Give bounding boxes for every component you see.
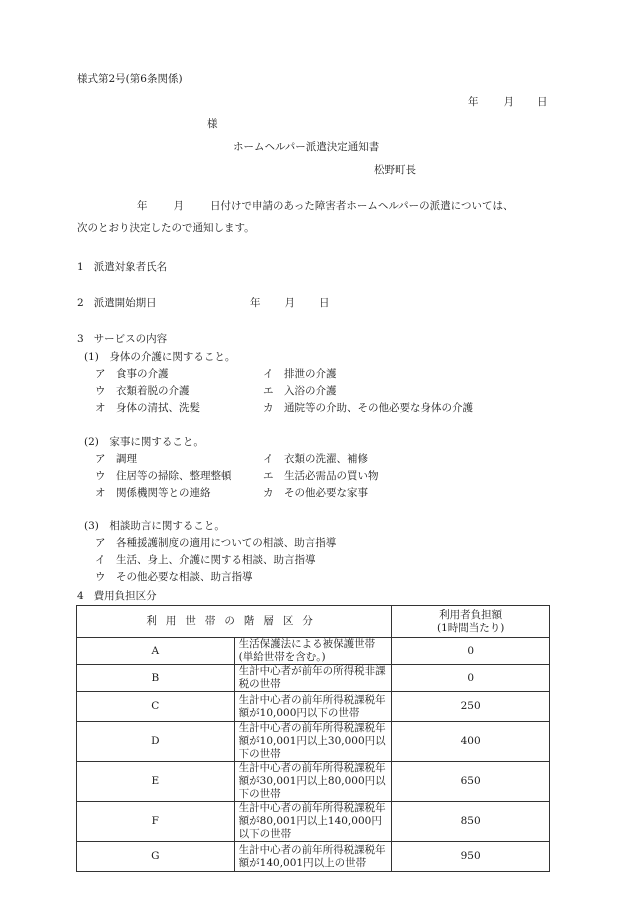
intro-month-label: 月 bbox=[173, 200, 184, 212]
group-1-item: オ 身体の清拭、洗髪 bbox=[95, 402, 200, 414]
section-2-month-label: 月 bbox=[284, 297, 295, 309]
row-key: D bbox=[77, 722, 235, 762]
header-amount-unit: (1時間当たり) bbox=[436, 621, 505, 634]
group-2-heading: (2) 家事に関すること。 bbox=[84, 436, 204, 448]
group-3-item: イ 生活、身上、介護に関する相談、助言指導 bbox=[95, 554, 316, 566]
header-amount-label: 利用者負担額 bbox=[439, 608, 503, 621]
group-1-item: ウ 衣類着脱の介護 bbox=[95, 385, 190, 397]
table-row bbox=[77, 638, 550, 665]
group-2-item: エ 生活必需品の買い物 bbox=[263, 470, 379, 482]
row-key: A bbox=[77, 638, 235, 665]
section-3-label: サービスの内容 bbox=[93, 333, 168, 345]
date-year-label: 年 bbox=[468, 96, 479, 108]
section-1-label: 派遣対象者氏名 bbox=[93, 261, 168, 273]
section-2-label: 派遣開始期日 bbox=[93, 297, 157, 309]
header-household-class: 利用世帯の階層区分 bbox=[77, 606, 392, 638]
table-row bbox=[77, 665, 550, 692]
group-1-item: エ 入浴の介護 bbox=[263, 385, 337, 397]
row-description: 生計中心者が前年の所得税非課税の世帯 bbox=[234, 665, 392, 692]
table-row bbox=[77, 842, 550, 872]
row-amount: 950 bbox=[392, 842, 550, 872]
date-day-label: 日 bbox=[537, 96, 548, 108]
row-description: 生計中心者の前年所得税課税年額が10,001円以上30,000円以下の世帯 bbox=[234, 722, 392, 762]
row-amount: 0 bbox=[392, 638, 550, 665]
group-2-item: ア 調理 bbox=[95, 453, 137, 465]
group-2-item: イ 衣類の洗濯、補修 bbox=[263, 453, 368, 465]
table-row bbox=[77, 802, 550, 842]
intro-line-2: 次のとおり決定したので通知します。 bbox=[77, 222, 255, 234]
group-1-item: ア 食事の介護 bbox=[95, 368, 169, 380]
row-description: 生活保護法による被保護世帯(単給世帯を含む。) bbox=[234, 638, 392, 665]
intro-year-label: 年 bbox=[137, 200, 148, 212]
row-description: 生計中心者の前年所得税課税年額が30,001円以上80,000円以下の世帯 bbox=[234, 762, 392, 802]
group-3-item: ア 各種援護制度の適用についての相談、助言指導 bbox=[95, 537, 337, 549]
table-row bbox=[77, 692, 550, 722]
row-key: F bbox=[77, 802, 235, 842]
section-2-date bbox=[250, 296, 330, 310]
section-1 bbox=[77, 260, 167, 274]
issuer: 松野町長 bbox=[374, 164, 416, 176]
row-amount: 0 bbox=[392, 665, 550, 692]
row-description: 生計中心者の前年所得税課税年額が140,001円以上の世帯 bbox=[234, 842, 392, 872]
section-3-number: 3 bbox=[77, 333, 84, 345]
group-2-item: ウ 住居等の掃除、整理整頓 bbox=[95, 470, 232, 482]
intro-line-1 bbox=[137, 199, 513, 213]
section-4-number: 4 bbox=[77, 590, 84, 602]
form-label: 様式第2号(第6条関係) bbox=[77, 73, 183, 85]
section-1-number: 1 bbox=[77, 261, 84, 273]
row-key: C bbox=[77, 692, 235, 722]
group-1-item: イ 排泄の介護 bbox=[263, 368, 337, 380]
intro-text-1: 日付けで申請のあった障害者ホームヘルパーの派遣については、 bbox=[210, 200, 514, 212]
section-2-number: 2 bbox=[77, 297, 84, 309]
fee-table bbox=[76, 605, 550, 872]
group-2-item: オ 関係機関等との連絡 bbox=[95, 487, 211, 499]
row-description: 生計中心者の前年所得税課税年額が10,000円以下の世帯 bbox=[234, 692, 392, 722]
fee-table-header-row bbox=[77, 606, 550, 638]
section-4 bbox=[77, 589, 157, 603]
group-2-item: カ その他必要な家事 bbox=[263, 487, 368, 499]
row-description: 生計中心者の前年所得税課税年額が80,001円以上140,000円以下の世帯 bbox=[234, 802, 392, 842]
date-month-label: 月 bbox=[503, 96, 514, 108]
group-3-item: ウ その他必要な相談、助言指導 bbox=[95, 571, 253, 583]
table-row bbox=[77, 722, 550, 762]
section-3 bbox=[77, 332, 167, 346]
group-1-item: カ 通院等の介助、その他必要な身体の介護 bbox=[263, 402, 473, 414]
row-amount: 400 bbox=[392, 722, 550, 762]
section-2 bbox=[77, 296, 157, 310]
date-line bbox=[468, 95, 548, 109]
row-key: B bbox=[77, 665, 235, 692]
document-title: ホームヘルパー派遣決定通知書 bbox=[233, 141, 380, 153]
row-amount: 250 bbox=[392, 692, 550, 722]
header-amount bbox=[392, 606, 550, 638]
group-3-heading: (3) 相談助言に関すること。 bbox=[84, 520, 225, 532]
section-2-year-label: 年 bbox=[250, 297, 261, 309]
table-row bbox=[77, 762, 550, 802]
row-key: E bbox=[77, 762, 235, 802]
row-amount: 650 bbox=[392, 762, 550, 802]
group-1-heading: (1) 身体の介護に関すること。 bbox=[84, 351, 236, 363]
row-amount: 850 bbox=[392, 802, 550, 842]
section-4-label: 費用負担区分 bbox=[93, 590, 157, 602]
section-2-day-label: 日 bbox=[319, 297, 330, 309]
addressee-suffix: 様 bbox=[207, 118, 218, 130]
row-key: G bbox=[77, 842, 235, 872]
